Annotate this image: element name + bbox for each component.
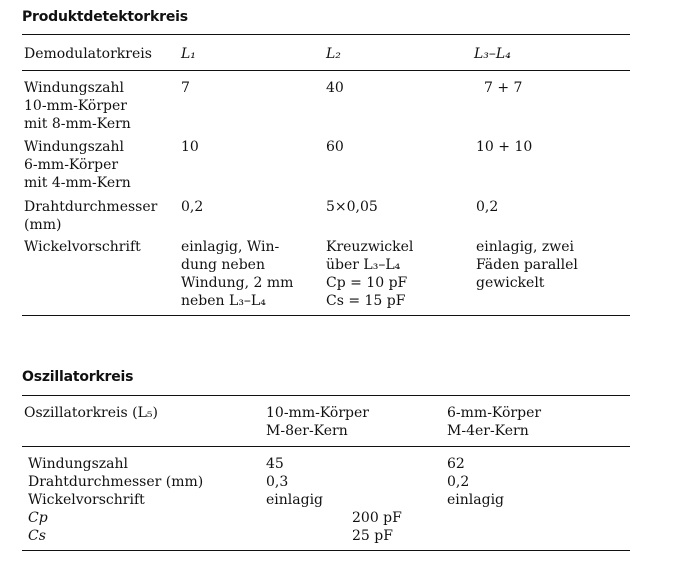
osc-row2-6mm-value: 0,2 bbox=[447, 474, 470, 490]
osc-row-cs: Cs bbox=[28, 528, 46, 544]
osc-row2-10mm-value: 0,3 bbox=[266, 474, 289, 490]
row1-l3l4-value: 7 + 7 bbox=[484, 80, 523, 96]
row2-l3l4-value: 10 + 10 bbox=[476, 139, 533, 155]
row-label-wickelvorschrift: Wickelvorschrift bbox=[24, 239, 141, 255]
header-l2: L₂ bbox=[326, 46, 341, 62]
osc-row-cp: Cp bbox=[28, 510, 48, 526]
osc-row-wickelvorschrift: Wickelvorschrift bbox=[28, 492, 145, 508]
osc-header-6mm: 6-mm-Körper M-4er-Kern bbox=[447, 405, 542, 439]
row2-l1-value: 10 bbox=[181, 139, 199, 155]
osc-cs-value: 25 pF bbox=[352, 528, 393, 544]
product-table-title: Produktdetektorkreis bbox=[22, 9, 188, 25]
row1-l1-value: 7 bbox=[181, 80, 190, 96]
header-l3-l4: L₃–L₄ bbox=[474, 46, 511, 62]
row3-l1-value: 0,2 bbox=[181, 199, 204, 215]
osc-table-title: Oszillatorkreis bbox=[22, 369, 134, 385]
row2-l2-value: 60 bbox=[326, 139, 344, 155]
header-rule bbox=[22, 70, 630, 71]
osc-row1-6mm-value: 62 bbox=[447, 456, 465, 472]
header-demodulatorkreis: Demodulatorkreis bbox=[24, 46, 152, 62]
row3-l2-value: 5×0,05 bbox=[326, 199, 378, 215]
row4-l1-value: einlagig, Win- dung neben Windung, 2 mm neben L₃–L₄ bbox=[181, 239, 294, 309]
osc-cp-value: 200 pF bbox=[352, 510, 402, 526]
row1-l2-value: 40 bbox=[326, 80, 344, 96]
osc-header-10mm: 10-mm-Körper M-8er-Kern bbox=[266, 405, 369, 439]
row-label-windungszahl-10mm: Windungszahl 10-mm-Körper mit 8-mm-Kern bbox=[24, 80, 131, 132]
row-label-drahtdurchmesser: Drahtdurchmesser (mm) bbox=[24, 199, 158, 233]
osc-row1-10mm-value: 45 bbox=[266, 456, 284, 472]
product-bottom-rule bbox=[22, 315, 630, 316]
osc-header-rule bbox=[22, 446, 630, 447]
row3-l3l4-value: 0,2 bbox=[476, 199, 499, 215]
osc-row-drahtdurchmesser: Drahtdurchmesser (mm) bbox=[28, 474, 204, 490]
row4-l2-value: Kreuzwickel über L₃–L₄ Cp = 10 pF Cs = 15 pF bbox=[326, 239, 414, 309]
osc-top-rule bbox=[22, 395, 630, 396]
osc-bottom-rule bbox=[22, 550, 630, 551]
row-label-windungszahl-6mm: Windungszahl 6-mm-Körper mit 4-mm-Kern bbox=[24, 139, 131, 191]
top-rule bbox=[22, 34, 630, 35]
header-l1: L₁ bbox=[181, 46, 196, 62]
osc-row3-6mm-value: einlagig bbox=[447, 492, 505, 508]
osc-row-windungszahl: Windungszahl bbox=[28, 456, 128, 472]
osc-header-label: Oszillatorkreis (L₅) bbox=[24, 405, 158, 421]
osc-row3-10mm-value: einlagig bbox=[266, 492, 324, 508]
row4-l3l4-value: einlagig, zwei Fäden parallel gewickelt bbox=[476, 239, 578, 291]
